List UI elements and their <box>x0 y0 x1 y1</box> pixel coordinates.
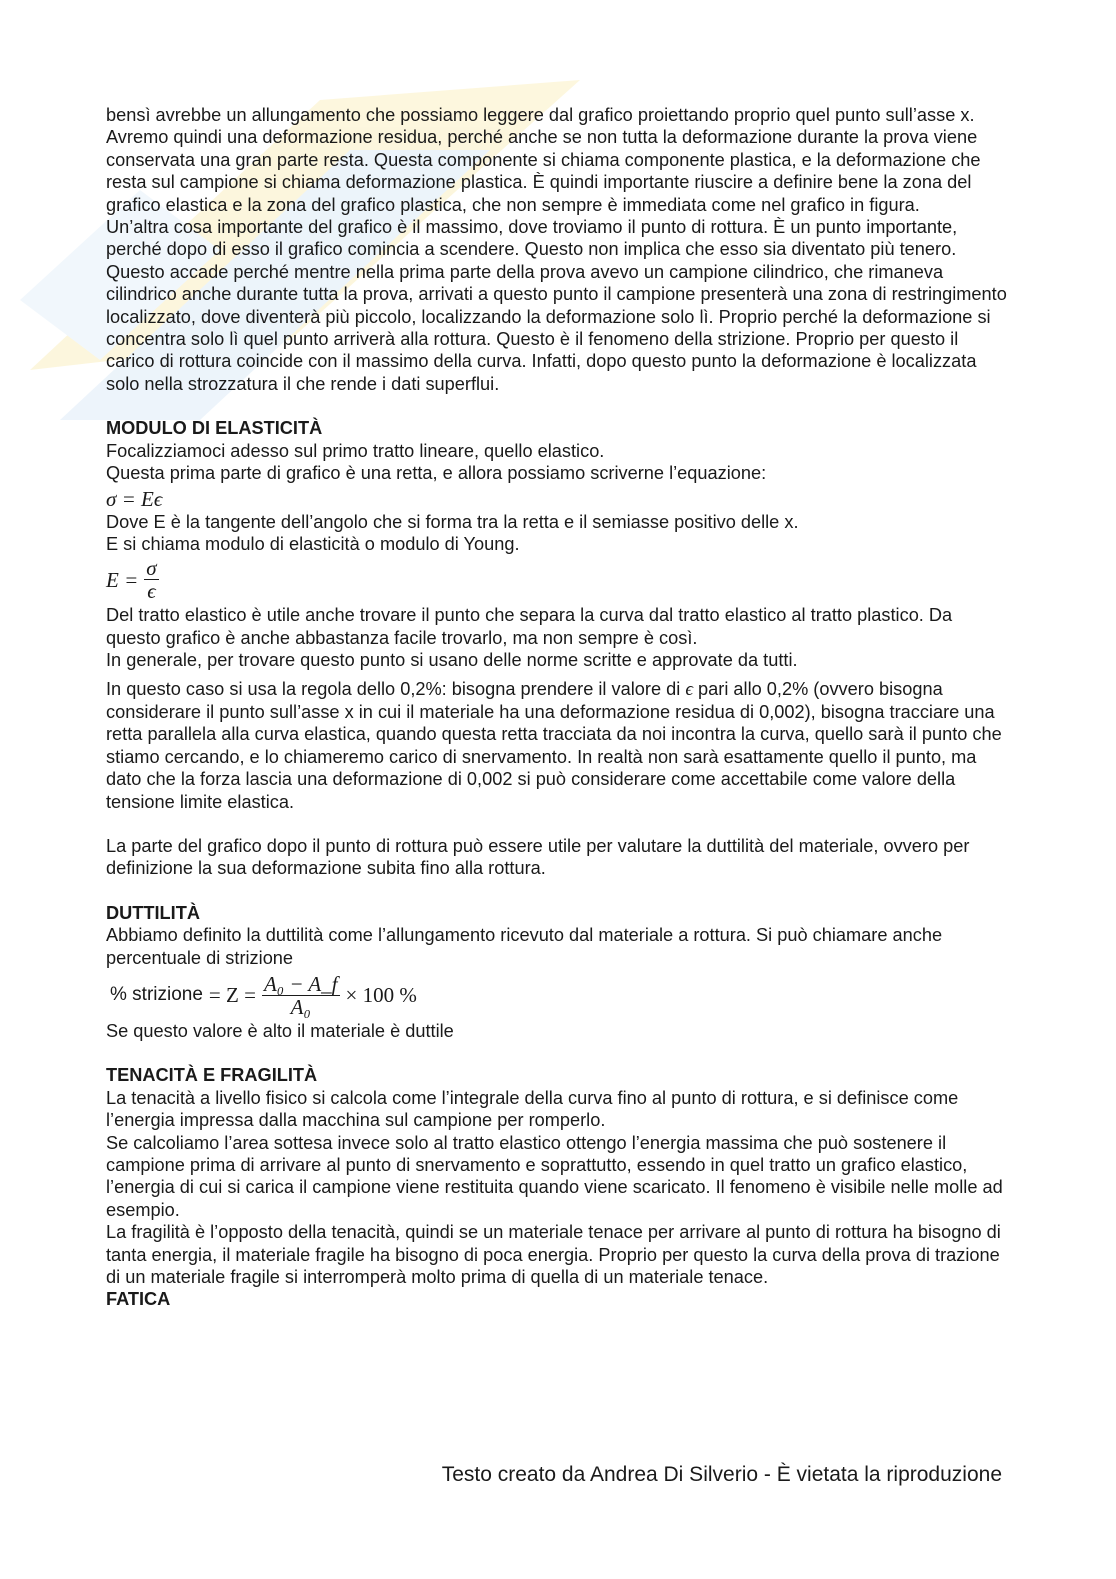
text-span: In questo caso si usa la regola dello 0,2%: bisogna prendere il valore di <box>106 678 686 699</box>
equation-strizione <box>110 973 1011 1018</box>
paragraph: La tenacità a livello fisico si calcola come l’integrale della curva fino al punto di rottura, e si definisce come l’energia impressa dalla macchina sul campione per romperlo. <box>106 1087 959 1131</box>
text-span: pari allo 0,2% (ovvero bisogna considerare il punto sull’asse x in cui il materiale ha una deformazione residua di 0,002), bisogna tracciare una retta parallela alla curva elastica, quando questa retta tracciata da noi incontra la curva, quello sarà il punto che stiamo cercando, e lo chiameremo carico di snervamento. In realtà non sarà esattamente quello il punto, ma dato che la forza lascia una deformazione di 0,002 si può considerare come accettabile come valore della tensione limite elastica. <box>106 678 1002 812</box>
document-page <box>106 104 1011 1311</box>
fraction <box>262 973 340 1018</box>
paragraph: E si chiama modulo di elasticità o modulo di Young. <box>106 533 520 554</box>
paragraph: Focalizziamoci adesso sul primo tratto lineare, quello elastico. <box>106 440 605 461</box>
paragraph: Se calcoliamo l’area sottesa invece solo al tratto elastico ottengo l’energia massima che può sostenere il campione prima di arrivare al punto di snervamento e soprattutto, essendo in quel tratto un grafico elastico, l’energia di cui si carica il campione viene restituita quando viene scaricato. Il fenomeno è visibile nelle molle ad esempio. <box>106 1132 1003 1220</box>
intro-paragraph: bensì avrebbe un allungamento che possiamo leggere dal grafico proiettando proprio quel punto sull’asse x. Avremo quindi una deformazione residua, perché anche se non tutta la deformazione durante la prova viene conservata una gran parte resta. Questa componente si chiama componente plastica, e la deformazione che resta sul campione si chiama deformazione plastica. È quindi importante riuscire a definire bene la zona del grafico elastica e la zona del grafico plastica, che non sempre è immediata come nel grafico in figura. <box>106 105 981 215</box>
page-footer: Testo creato da Andrea Di Silverio - È vietata la riproduzione <box>441 1463 1002 1486</box>
epsilon-symbol: ϵ <box>685 678 693 700</box>
section-heading-tenacita: TENACITÀ E FRAGILITÀ <box>106 1065 318 1086</box>
paragraph: La fragilità è l’opposto della tenacità, quindi se un materiale tenace per arrivare al punto di rottura ha bisogno di tanta energia, il materiale fragile ha bisogno di poca energia. Proprio per questo la curva della prova di trazione di un materiale fragile si interromperà molto prima di quella di un materiale tenace. <box>106 1222 1001 1288</box>
fraction-numerator: σ <box>146 556 157 581</box>
section-heading-modulo: MODULO DI ELASTICITÀ <box>106 418 323 439</box>
paragraph: Se questo valore è alto il materiale è duttile <box>106 1021 454 1041</box>
equation-hooke: σ = Eϵ <box>106 486 163 511</box>
section-heading-duttilita: DUTTILITÀ <box>106 902 200 923</box>
paragraph: Del tratto elastico è utile anche trovare il punto che separa la curva dal tratto elastico al tratto plastico. Da questo grafico è anche abbastanza facile trovarlo, ma non sempre è così. <box>106 605 953 648</box>
equation-young-modulus <box>106 557 1011 602</box>
paragraph: Abbiamo definito la duttilità come l’allungamento ricevuto dal materiale a rottura. Si può chiamare anche percentuale di strizione <box>106 925 943 968</box>
equation-tail: × 100 % <box>345 983 417 1008</box>
equation-mid: = Z = <box>208 983 256 1008</box>
paragraph: La parte del grafico dopo il punto di rottura può essere utile per valutare la duttilità del materiale, ovvero per definizione la sua deformazione subita fino alla rottura. <box>106 835 970 879</box>
paragraph: Dove E è la tangente dell’angolo che si forma tra la retta e il semiasse positivo delle x. <box>106 511 799 532</box>
equation-lhs: E = <box>106 567 139 592</box>
equation-label: % strizione <box>110 984 203 1006</box>
fraction-denominator: ϵ <box>147 579 156 604</box>
intro-paragraph: Un’altra cosa importante del grafico è il massimo, dove troviamo il punto di rottura. È un punto importante, perché dopo di esso il grafico comincia a scendere. Questo non implica che esso sia diventato più tenero. Questo accade perché mentre nella prima parte della prova avevo un campione cilindrico, che rimaneva cilindrico anche durante tutta la prova, arrivati a questo punto il campione presenterà una zona di restringimento localizzato, dove diventerà più piccolo, localizzando la deformazione solo lì. Proprio perché la deformazione si concentra solo lì quel punto arriverà alla rottura. Questo è il fenomeno della strizione. Proprio per questo il carico di rottura coincide con il massimo della curva. Infatti, dopo questo punto la deformazione è localizzata solo nella strozzatura il che rende i dati superflui. <box>106 217 1007 394</box>
paragraph: In generale, per trovare questo punto si usano delle norme scritte e approvate da tutti. <box>106 650 798 671</box>
section-heading-fatica: FATICA <box>106 1289 171 1310</box>
fraction <box>144 557 158 602</box>
paragraph: Questa prima parte di grafico è una retta, e allora possiamo scriverne l’equazione: <box>106 463 767 484</box>
fraction-numerator: A₀ − A_f <box>263 972 338 996</box>
fraction-denominator: A₀ <box>290 995 311 1019</box>
paragraph-offset-rule <box>106 678 1011 813</box>
